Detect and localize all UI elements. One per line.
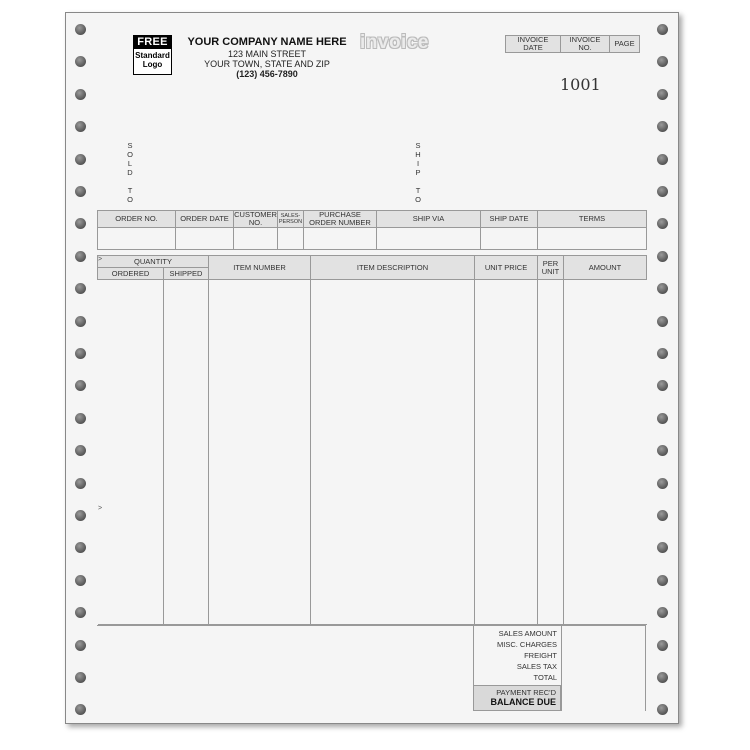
invoice-date-header: INVOICE DATE: [506, 36, 561, 53]
invoice-number: 1001: [560, 75, 601, 94]
unit-price-column[interactable]: [475, 280, 538, 625]
pinfeed-hole: [75, 607, 86, 618]
pinfeed-hole: [75, 542, 86, 553]
item-description-header: ITEM DESCRIPTION: [311, 256, 475, 280]
ship-to-letter: T: [415, 186, 421, 195]
sold-to-letter: S: [127, 141, 133, 150]
ordered-column[interactable]: [98, 280, 164, 625]
terms-field[interactable]: [538, 228, 647, 250]
ship-date-header: SHIP DATE: [481, 211, 538, 228]
sales-tax-label: SALES TAX: [516, 662, 557, 671]
item-description-column[interactable]: [311, 280, 475, 625]
logo-standard-text: Standard: [135, 51, 170, 60]
purchase-order-field[interactable]: [304, 228, 377, 250]
sold-to-letter: T: [127, 186, 133, 195]
sold-to-label: [126, 141, 134, 204]
order-no-field[interactable]: [98, 228, 176, 250]
misc-charges-label: MISC. CHARGES: [496, 640, 557, 649]
company-name: YOUR COMPANY NAME HERE: [187, 36, 347, 48]
sold-to-letter: L: [127, 159, 133, 168]
form-title: invoice: [360, 32, 429, 53]
pinfeed-hole: [75, 445, 86, 456]
invoice-id-box: [505, 35, 640, 53]
pinfeed-hole: [75, 218, 86, 229]
pinfeed-hole: [75, 478, 86, 489]
pinfeed-hole: [75, 640, 86, 651]
pinfeed-hole: [657, 445, 668, 456]
pinfeed-hole: [657, 640, 668, 651]
bottom-alignment-caret: >: [98, 505, 103, 512]
pinfeed-hole: [75, 121, 86, 132]
totals-labels: [473, 626, 561, 685]
total-label: TOTAL: [533, 673, 557, 682]
left-pinfeed-strip: [66, 13, 96, 725]
pinfeed-hole: [657, 154, 668, 165]
pinfeed-hole: [657, 186, 668, 197]
ship-to-letter: S: [415, 141, 421, 150]
sold-to-letter: O: [127, 195, 133, 204]
ordered-header: ORDERED: [98, 268, 164, 280]
pinfeed-hole: [75, 283, 86, 294]
pinfeed-hole: [657, 510, 668, 521]
pinfeed-hole: [657, 542, 668, 553]
right-pinfeed-strip: [648, 13, 678, 725]
order-date-field[interactable]: [176, 228, 234, 250]
pinfeed-hole: [75, 251, 86, 262]
ship-to-letter: I: [416, 159, 420, 168]
pinfeed-hole: [657, 478, 668, 489]
pinfeed-hole: [657, 218, 668, 229]
ship-to-letter: [414, 177, 422, 186]
sold-to-letter: [126, 177, 134, 186]
company-city: YOUR TOWN, STATE AND ZIP: [204, 59, 330, 69]
ship-date-field[interactable]: [481, 228, 538, 250]
sold-to-letter: O: [127, 150, 133, 159]
item-number-header: ITEM NUMBER: [209, 256, 311, 280]
pinfeed-hole: [657, 251, 668, 262]
pinfeed-hole: [657, 672, 668, 683]
shipped-header: SHIPPED: [164, 268, 209, 280]
pinfeed-hole: [657, 348, 668, 359]
unit-price-header: UNIT PRICE: [475, 256, 538, 280]
page-header: PAGE: [610, 36, 640, 53]
pinfeed-hole: [75, 413, 86, 424]
pinfeed-hole: [657, 704, 668, 715]
ship-to-letter: H: [415, 150, 421, 159]
invoice-no-header: INVOICE NO.: [561, 36, 610, 53]
sales-amount-label: SALES AMOUNT: [498, 629, 557, 638]
company-street: 123 MAIN STREET: [227, 49, 307, 59]
pinfeed-hole: [75, 672, 86, 683]
purchase-order-header: PURCHASE ORDER NUMBER: [304, 211, 377, 228]
pinfeed-hole: [657, 316, 668, 327]
pinfeed-hole: [75, 24, 86, 35]
pinfeed-hole: [75, 380, 86, 391]
pinfeed-hole: [657, 24, 668, 35]
salesperson-header: SALES- PERSON: [278, 211, 304, 228]
pinfeed-hole: [75, 510, 86, 521]
top-alignment-caret: >: [98, 256, 103, 263]
order-date-header: ORDER DATE: [176, 211, 234, 228]
balance-due-box: [473, 685, 561, 711]
totals-values-field[interactable]: [561, 626, 646, 711]
logo-free-text: FREE: [134, 36, 171, 49]
pinfeed-hole: [657, 283, 668, 294]
pinfeed-hole: [75, 704, 86, 715]
ship-to-letter: P: [415, 168, 421, 177]
logo-logo-text: Logo: [142, 60, 163, 69]
per-unit-header: PER UNIT: [538, 256, 564, 280]
line-items-table: [97, 255, 647, 625]
ship-via-header: SHIP VIA: [377, 211, 481, 228]
free-standard-logo: [133, 35, 172, 75]
pinfeed-hole: [657, 575, 668, 586]
shipped-column[interactable]: [164, 280, 209, 625]
pinfeed-hole: [75, 154, 86, 165]
pinfeed-hole: [657, 607, 668, 618]
salesperson-field[interactable]: [278, 228, 304, 250]
totals-section: [97, 625, 646, 710]
pinfeed-hole: [75, 316, 86, 327]
freight-label: FREIGHT: [524, 651, 557, 660]
company-phone: (123) 456-7890: [236, 69, 298, 79]
pinfeed-hole: [657, 413, 668, 424]
pinfeed-hole: [75, 186, 86, 197]
pinfeed-hole: [657, 56, 668, 67]
customer-no-header: CUSTOMER NO.: [234, 210, 277, 227]
ship-to-label: [414, 141, 422, 204]
order-info-table: [97, 210, 647, 250]
pinfeed-hole: [657, 89, 668, 100]
customer-no-field[interactable]: [234, 228, 278, 250]
pinfeed-hole: [75, 348, 86, 359]
sold-to-letter: D: [127, 168, 133, 177]
quantity-header: QUANTITY: [98, 256, 209, 268]
ship-to-letter: O: [415, 195, 421, 204]
balance-due-label: BALANCE DUE: [490, 697, 556, 707]
order-no-header: ORDER NO.: [98, 211, 176, 228]
pinfeed-hole: [75, 575, 86, 586]
item-number-column[interactable]: [209, 280, 311, 625]
amount-header: AMOUNT: [564, 256, 647, 280]
terms-header: TERMS: [538, 211, 647, 228]
amount-column[interactable]: [564, 280, 647, 625]
payment-received-label: PAYMENT REC'D: [496, 688, 556, 697]
pinfeed-hole: [75, 89, 86, 100]
pinfeed-hole: [657, 121, 668, 132]
company-info: [172, 36, 362, 79]
pinfeed-hole: [657, 380, 668, 391]
per-unit-column[interactable]: [538, 280, 564, 625]
pinfeed-hole: [75, 56, 86, 67]
ship-via-field[interactable]: [377, 228, 481, 250]
